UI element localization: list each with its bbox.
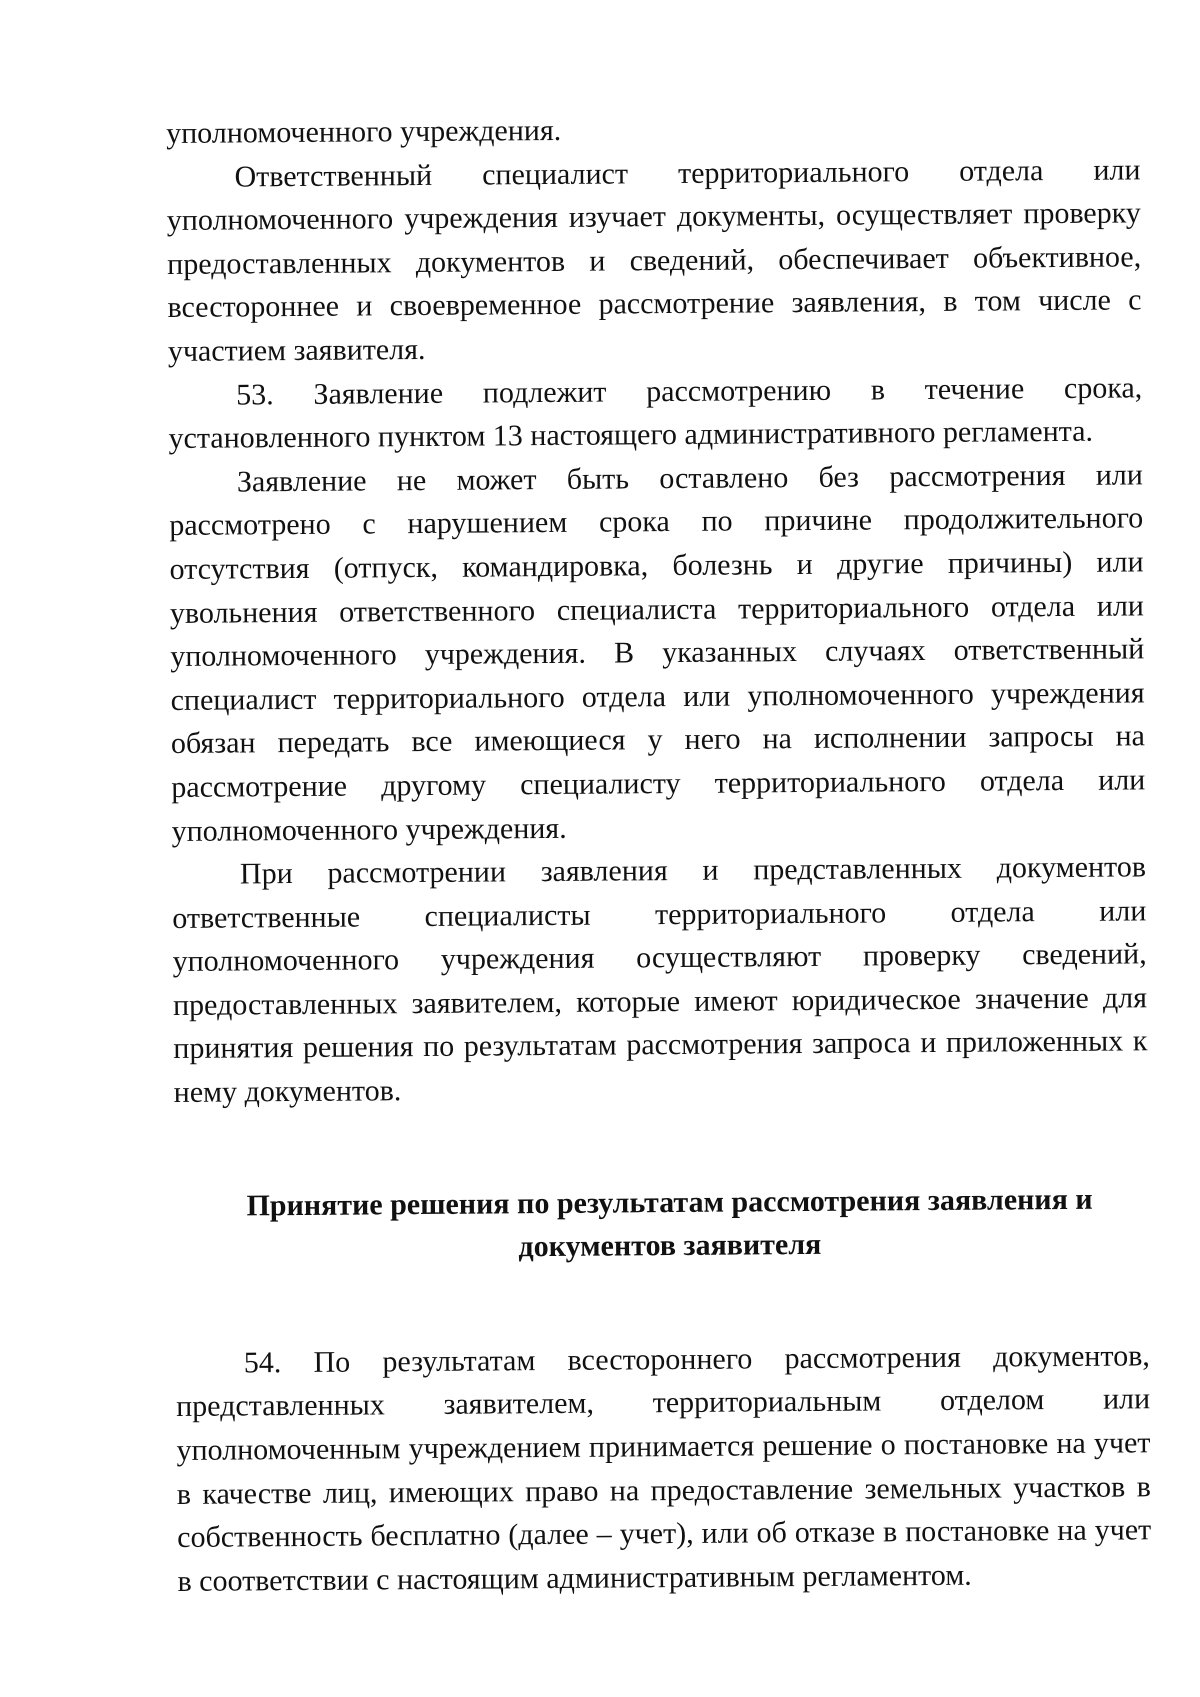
section-heading-line-1: Принятие решения по результатам рассмотрения заявления и — [246, 1182, 1093, 1223]
section-heading-line-2: документов заявителя — [518, 1228, 822, 1264]
paragraph-responsible-specialist: Ответственный специалист территориального отдела или уполномоченного учреждения изучает документы, осуществляет проверку предоставленных документов и сведений, обеспечивает объективное, всестороннее и своевременное рассмотрение заявления, в том числе с участием заявителя. — [166, 152, 1142, 368]
paragraph-review-check: При рассмотрении заявления и представленных документов ответственные специалисты территориального отдела или уполномоченного учреждения осуществляют проверку сведений, предоставленных заявителем, которые имеют юридическое значение для принятия решения по результатам рассмотрения запроса и приложенных к нему документов. — [172, 850, 1148, 1110]
paragraph-54: 54. По результатам всестороннего рассмотрения документов, представленных заявителем, территориальным отделом или уполномоченным учреждением принимается решение о постановке на учет в качестве лиц, имеющих право на предоставление земельных участков в собственность бесплатно (далее – учет), или об отказе в постановке на учет в соответствии с настоящим административным регламентом. — [176, 1339, 1152, 1598]
text-column — [166, 104, 1152, 1603]
paragraph-continuation: уполномоченного учреждения. — [166, 113, 562, 150]
section-heading — [203, 1177, 1120, 1271]
paragraph-53: 53. Заявление подлежит рассмотрению в течение срока, установленного пунктом 13 настоящего административного регламента. — [168, 370, 1143, 456]
paragraph-absence: Заявление не может быть оставлено без рассмотрения или рассмотрено с нарушением срока по причине продолжительного отсутствия (отпуск, командировка, болезнь и другие причины) или увольнения ответственного специалиста территориального отдела или уполномоченного учреждения. В указанных случаях ответственный специалист территориального отдела или уполномоченного учреждения обязан передать все имеющиеся у него на исполнении запросы на рассмотрение другому специалисту территориального отдела или уполномоченного учреждения. — [169, 458, 1146, 848]
